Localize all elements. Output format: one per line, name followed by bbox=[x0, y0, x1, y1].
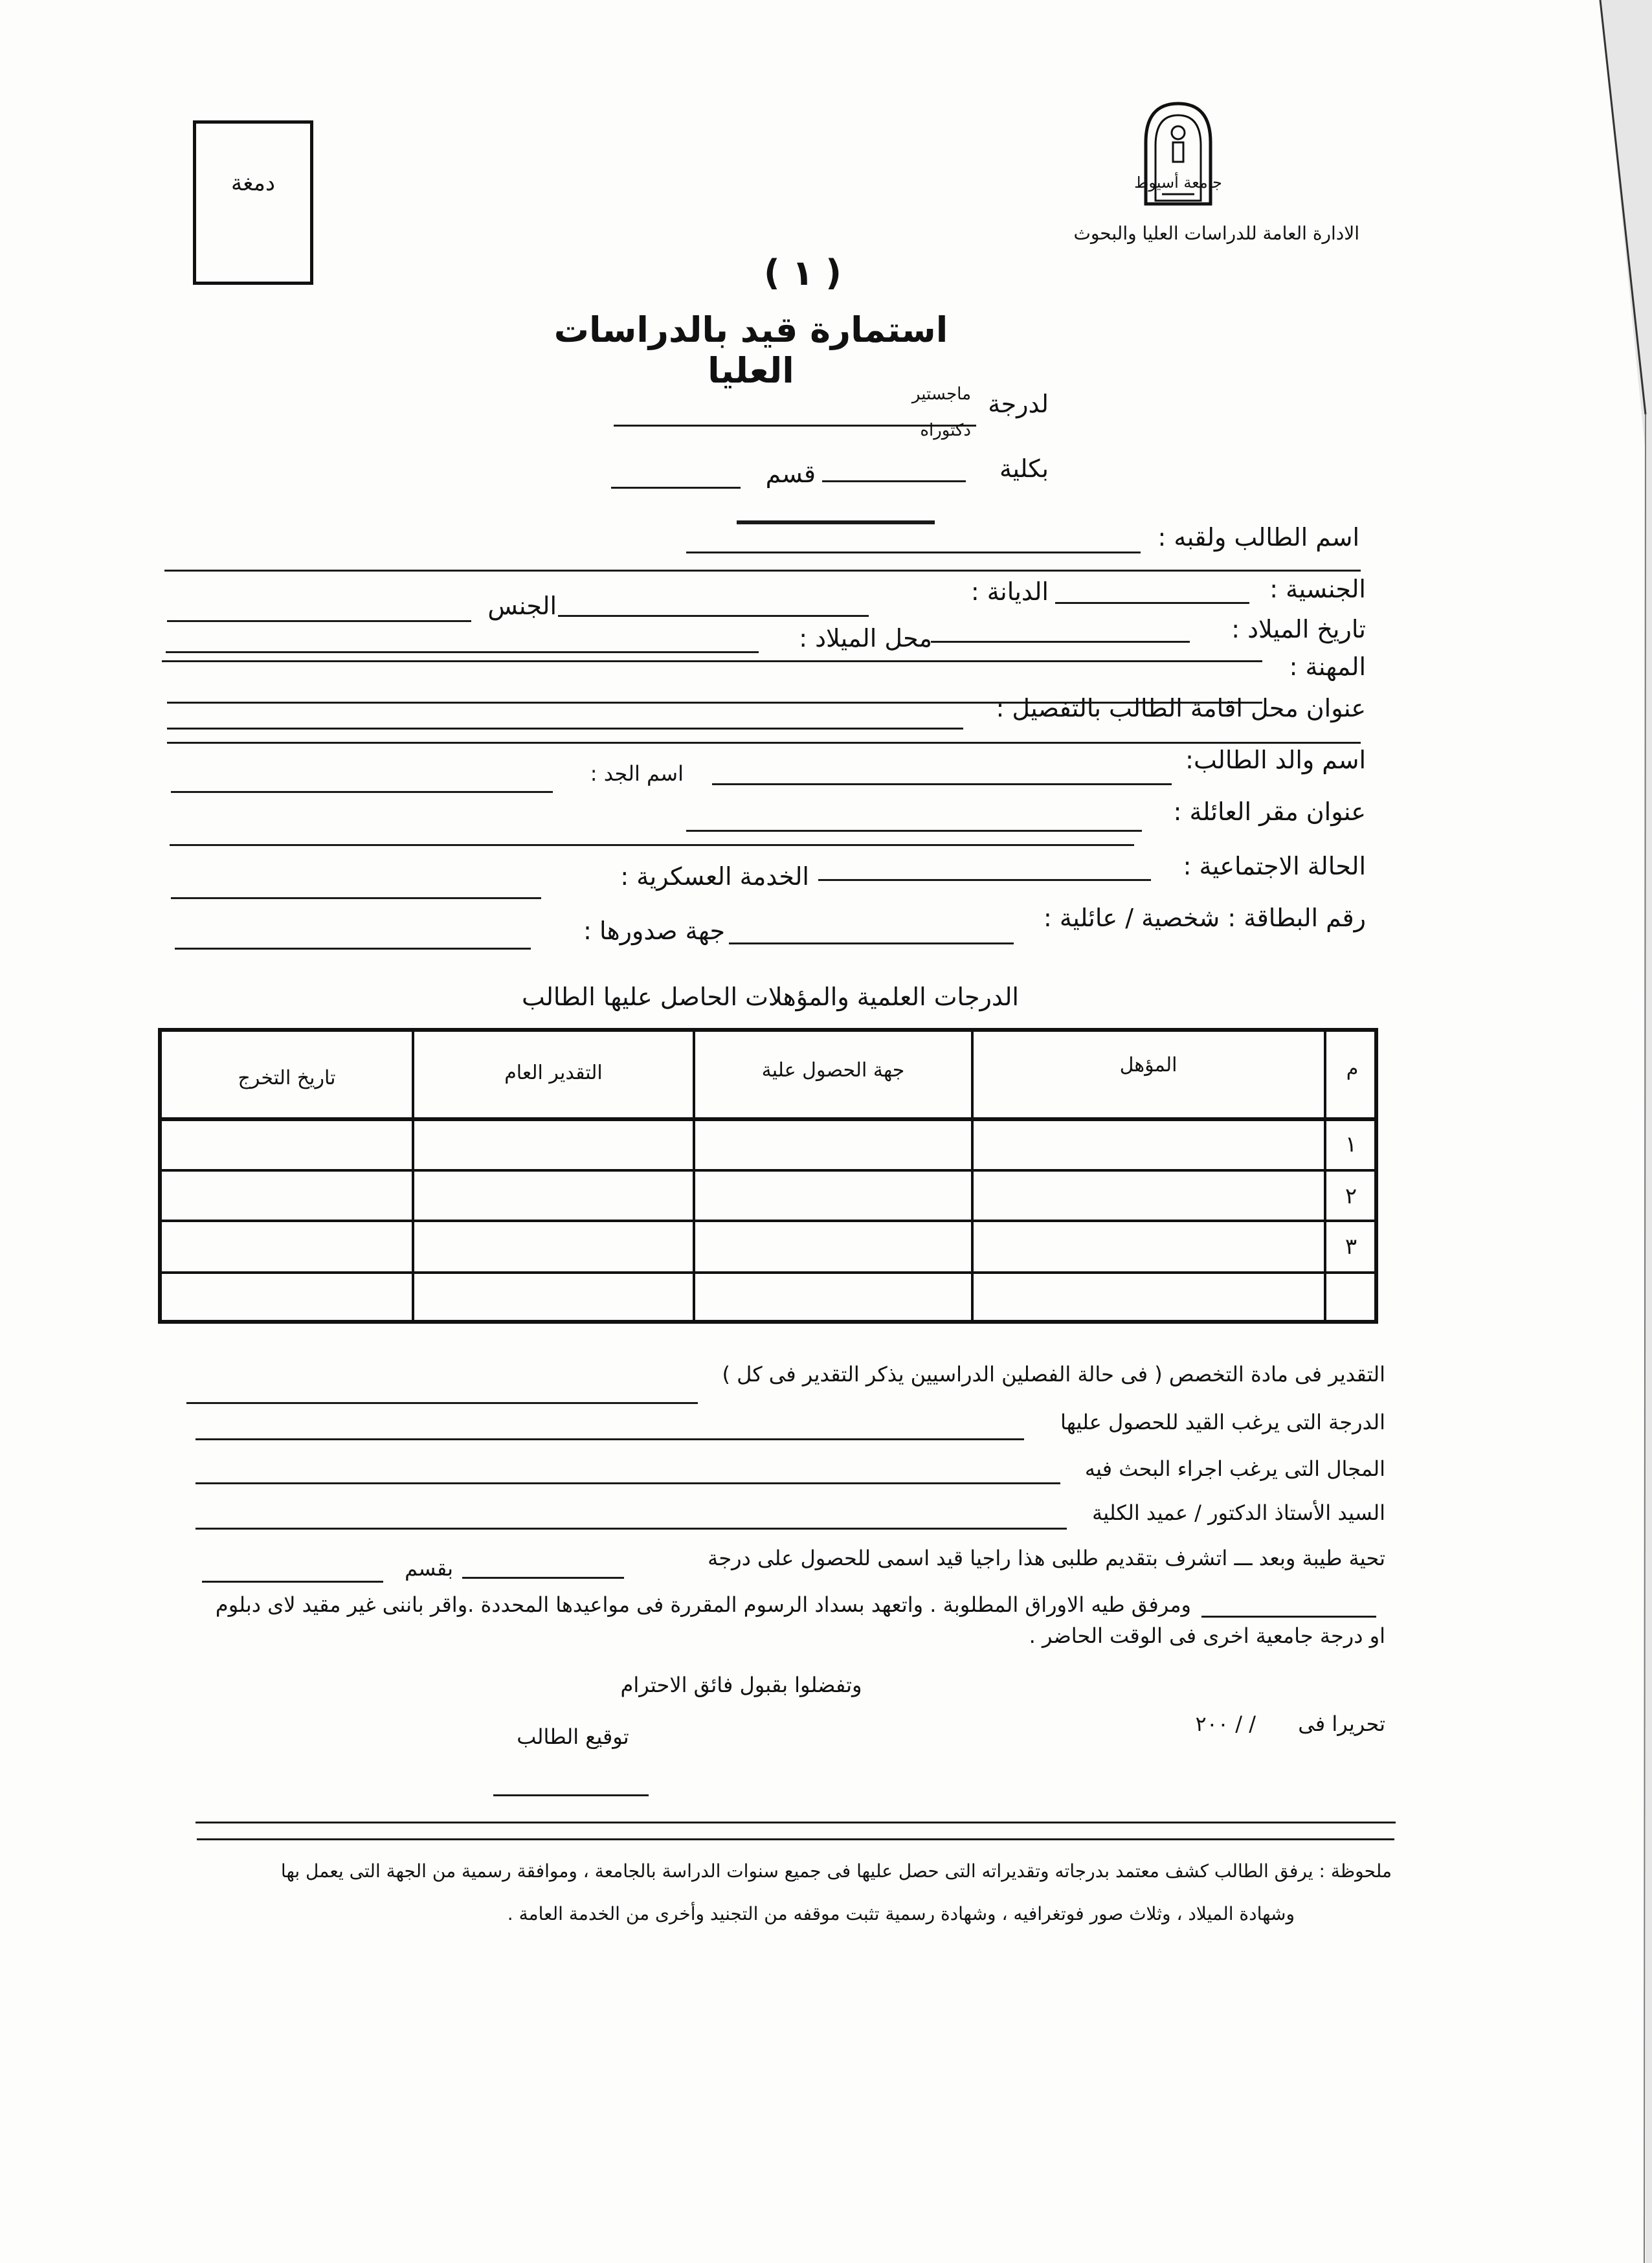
gender-field[interactable] bbox=[167, 620, 471, 622]
desired-degree-field[interactable] bbox=[195, 1438, 1024, 1440]
issuer-field[interactable] bbox=[175, 948, 531, 950]
desired-degree-label: الدرجة التى يرغب القيد للحصول عليها bbox=[1060, 1410, 1385, 1434]
department-label: قسم bbox=[765, 460, 816, 488]
gender-label: الجنس bbox=[487, 592, 557, 620]
department-field[interactable] bbox=[611, 487, 741, 489]
religion-field[interactable] bbox=[558, 615, 869, 617]
birth-date-label: تاريخ الميلاد : bbox=[1231, 615, 1366, 643]
request-dept-field[interactable] bbox=[202, 1581, 383, 1583]
stamp-box bbox=[193, 120, 313, 285]
attachments-field[interactable] bbox=[1201, 1616, 1376, 1618]
closing-text: وتفضلوا بقبول فائق الاحترام bbox=[620, 1673, 862, 1697]
nationality-field[interactable] bbox=[1055, 602, 1249, 604]
attachments-line: ومرفق طيه الاوراق المطلوبة . واتعهد بسداد الرسوم المقررة فى مواعيدها المحددة .واقر باننى غير مقيد لاى دبلوم bbox=[215, 1592, 1191, 1617]
row-divider bbox=[162, 1220, 1374, 1222]
row-number: ٣ bbox=[1345, 1234, 1357, 1260]
row-divider bbox=[162, 1271, 1374, 1274]
signature-label: توقيع الطالب bbox=[517, 1724, 629, 1749]
row-divider bbox=[162, 1169, 1374, 1172]
request-line: تحية طيبة وبعد ـــ اتشرف بتقديم طلبى هذا راجيا قيد اسمى للحصول على درجة bbox=[708, 1546, 1385, 1570]
footnote-line-1: ملحوظة : يرفق الطالب كشف معتمد بدرجاته وتقديراته التى حصل عليها فى جميع سنوات الدراسة بالجامعة ، وموافقة رسمية من الجهة التى يعمل بها bbox=[280, 1860, 1392, 1882]
dated-label: تحريرا فى bbox=[1298, 1711, 1385, 1736]
logo-caption: جامعة أسيوط bbox=[1134, 173, 1222, 192]
header-row-divider bbox=[162, 1117, 1374, 1121]
id-card-field[interactable] bbox=[729, 942, 1014, 944]
religion-label: الديانة : bbox=[970, 577, 1049, 606]
student-name-field-2[interactable] bbox=[164, 570, 1361, 572]
military-service-label: الخدمة العسكرية : bbox=[620, 862, 809, 891]
degree-option-masters: ماجستير bbox=[911, 385, 971, 404]
request-dept-label: بقسم bbox=[405, 1556, 453, 1581]
student-name-field[interactable] bbox=[686, 552, 1141, 553]
profession-label: المهنة : bbox=[1289, 652, 1366, 681]
father-name-label: اسم والد الطالب: bbox=[1185, 746, 1366, 774]
grandfather-name-field[interactable] bbox=[171, 791, 553, 793]
marital-status-field[interactable] bbox=[818, 879, 1151, 881]
request-degree-field[interactable] bbox=[462, 1577, 624, 1579]
marital-status-label: الحالة الاجتماعية : bbox=[1183, 852, 1366, 880]
family-address-label: عنوان مقر العائلة : bbox=[1173, 797, 1366, 826]
issuer-label: جهة صدورها : bbox=[583, 917, 725, 945]
research-field-field[interactable] bbox=[195, 1482, 1060, 1484]
qualifications-table bbox=[158, 1028, 1378, 1324]
family-address-field[interactable] bbox=[686, 830, 1142, 832]
address-label: عنوان محل اقامة الطالب بالتفصيل : bbox=[996, 694, 1366, 722]
birth-place-label: محل الميلاد : bbox=[799, 624, 932, 652]
specialization-grade-label: التقدير فى مادة التخصص ( فى حالة الفصلين الدراسيين يذكر التقدير فى كل ) bbox=[722, 1362, 1385, 1387]
section-divider bbox=[737, 520, 935, 524]
father-name-field[interactable] bbox=[712, 783, 1172, 785]
row-number: ٢ bbox=[1345, 1183, 1357, 1209]
address-field-2[interactable] bbox=[167, 742, 1361, 744]
footer-divider bbox=[195, 1822, 1396, 1823]
military-service-field[interactable] bbox=[171, 897, 541, 899]
column-header-index: م bbox=[1346, 1058, 1359, 1080]
form-number: ( ١ ) bbox=[764, 252, 842, 293]
degree-label: لدرجة bbox=[988, 390, 1049, 418]
profession-field[interactable] bbox=[162, 660, 1262, 662]
faculty-label: بكلية bbox=[999, 454, 1049, 483]
signature-field[interactable] bbox=[493, 1794, 649, 1796]
research-field-label: المجال التى يرغب اجراء البحث فيه bbox=[1084, 1456, 1385, 1481]
footer-divider-2 bbox=[197, 1838, 1394, 1840]
family-address-field-2[interactable] bbox=[170, 844, 1134, 846]
footnote-line-2: وشهادة الميلاد ، وثلاث صور فوتغرافيه ، وشهادة رسمية تثبت موقفه من التجنيد وأخرى من الخدمة العامة . bbox=[507, 1903, 1295, 1924]
faculty-field[interactable] bbox=[822, 480, 966, 482]
column-header-qualification: المؤهل bbox=[1119, 1054, 1178, 1076]
dean-field[interactable] bbox=[195, 1528, 1067, 1530]
specialization-grade-field[interactable] bbox=[186, 1402, 698, 1404]
department-name: الادارة العامة للدراسات العليا والبحوث bbox=[1073, 223, 1359, 244]
row-number: ١ bbox=[1345, 1132, 1357, 1157]
birth-date-field[interactable] bbox=[931, 641, 1190, 643]
dean-label: السيد الأستاذ الدكتور / عميد الكلية bbox=[1092, 1500, 1385, 1525]
student-name-label: اسم الطالب ولقبه : bbox=[1157, 523, 1359, 552]
degree-option-phd: دكتوراه bbox=[920, 421, 971, 440]
column-header-grade: التقدير العام bbox=[504, 1062, 603, 1084]
stamp-label: دمغة bbox=[231, 170, 275, 196]
nationality-label: الجنسية : bbox=[1269, 575, 1366, 603]
page-title: استمارة قيد بالدراسات العليا bbox=[553, 309, 948, 391]
address-field[interactable] bbox=[167, 728, 963, 730]
id-card-label: رقم البطاقة : شخصية / عائلية : bbox=[1044, 904, 1366, 932]
qualifications-heading: الدرجات العلمية والمؤهلات الحاصل عليها الطالب bbox=[522, 983, 1019, 1011]
birth-place-field[interactable] bbox=[166, 651, 759, 653]
grandfather-name-label: اسم الجد : bbox=[590, 761, 684, 786]
column-header-issuer: جهة الحصول علية bbox=[761, 1059, 905, 1082]
other-degree-line: او درجة جامعية اخرى فى الوقت الحاضر . bbox=[1029, 1623, 1385, 1648]
column-header-graduation-date: تاريخ التخرج bbox=[238, 1067, 336, 1089]
date-placeholder[interactable]: / / ٢٠٠ bbox=[1195, 1711, 1256, 1736]
